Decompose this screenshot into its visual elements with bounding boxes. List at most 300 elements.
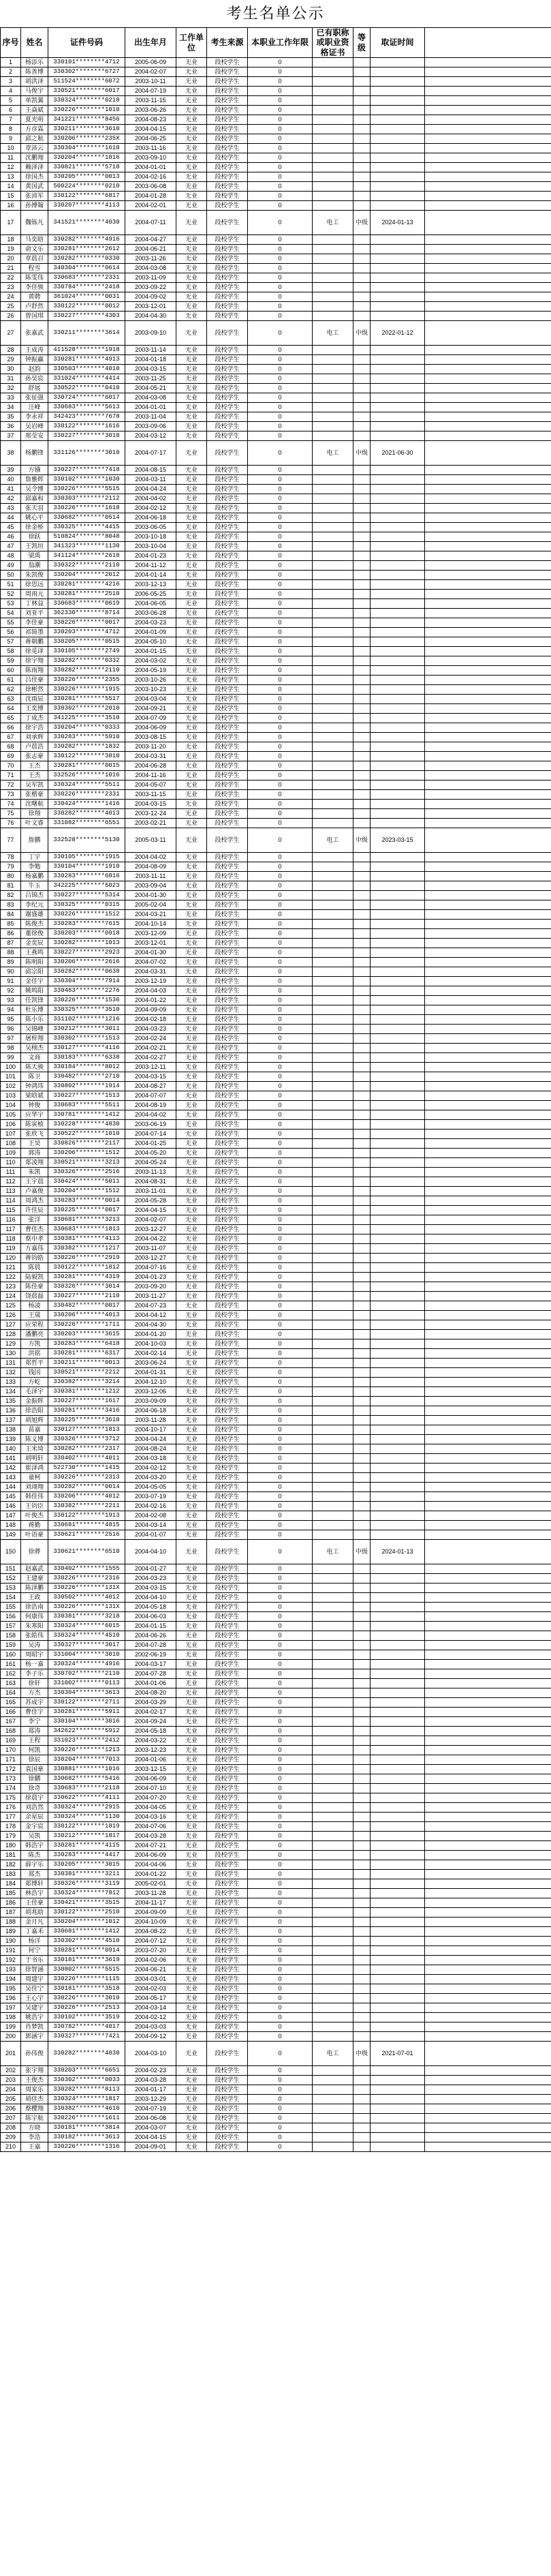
cell-unit: 无业 bbox=[176, 2066, 207, 2076]
cell-cert bbox=[313, 1822, 353, 1832]
cell-date bbox=[371, 1082, 425, 1091]
cell-date bbox=[371, 1860, 425, 1870]
cell-id: 330204********1512 bbox=[48, 1187, 125, 1196]
cell-id: 330381********3211 bbox=[48, 1870, 125, 1879]
cell-source: 段校学生 bbox=[207, 245, 248, 254]
cell-cert bbox=[313, 929, 353, 939]
cell-id: 330226********3010 bbox=[48, 1994, 125, 2003]
cell-source: 段校学生 bbox=[207, 695, 248, 704]
cell-no: 137 bbox=[1, 1416, 21, 1425]
cell-date bbox=[371, 1244, 425, 1254]
table-row bbox=[1, 1444, 551, 1454]
cell-years: 0 bbox=[248, 891, 313, 900]
cell-id: 330324********1130 bbox=[48, 1813, 125, 1822]
cell-id: 330183********6338 bbox=[48, 1053, 125, 1063]
table-row bbox=[1, 685, 551, 695]
cell-id: 341323********1130 bbox=[48, 542, 125, 551]
cell-name: 王宇晨 bbox=[21, 1177, 48, 1187]
cell-id: 330281********4319 bbox=[48, 1273, 125, 1282]
cell-cert bbox=[313, 1717, 353, 1727]
cell-no: 74 bbox=[1, 800, 21, 809]
table-row bbox=[1, 580, 551, 590]
cell-spacer bbox=[425, 504, 551, 513]
cell-unit: 无业 bbox=[176, 302, 207, 312]
table-row bbox=[1, 1851, 551, 1860]
table-row bbox=[1, 1368, 551, 1378]
cell-unit: 无业 bbox=[176, 1063, 207, 1072]
cell-date bbox=[371, 144, 425, 153]
cell-years: 0 bbox=[248, 1387, 313, 1397]
cell-unit: 无业 bbox=[176, 1416, 207, 1425]
cell-years: 0 bbox=[248, 125, 313, 134]
cell-id: 330281********5911 bbox=[48, 1708, 125, 1717]
cell-date bbox=[371, 365, 425, 374]
cell-dob: 2003-09-10 bbox=[125, 153, 176, 163]
cell-no: 54 bbox=[1, 609, 21, 618]
table-row bbox=[1, 609, 551, 618]
cell-name: 杨添乐 bbox=[21, 58, 48, 67]
cell-name: 卢舒然 bbox=[21, 302, 48, 312]
cell-source: 段校学生 bbox=[207, 2133, 248, 2142]
cell-date bbox=[371, 1717, 425, 1727]
cell-level bbox=[353, 235, 371, 245]
cell-years: 0 bbox=[248, 1688, 313, 1698]
table-row bbox=[1, 676, 551, 685]
cell-id: 330227********2923 bbox=[48, 948, 125, 958]
cell-no: 177 bbox=[1, 1813, 21, 1822]
cell-no: 29 bbox=[1, 355, 21, 365]
cell-source: 段校学生 bbox=[207, 1473, 248, 1483]
cell-cert bbox=[313, 1793, 353, 1803]
cell-date bbox=[371, 1368, 425, 1378]
table-row bbox=[1, 1765, 551, 1774]
cell-unit: 无业 bbox=[176, 466, 207, 475]
cell-years: 0 bbox=[248, 542, 313, 551]
cell-date bbox=[371, 1851, 425, 1860]
cell-date bbox=[371, 704, 425, 714]
cell-level bbox=[353, 2003, 371, 2013]
cell-source: 段校学生 bbox=[207, 1320, 248, 1330]
cell-unit: 无业 bbox=[176, 733, 207, 742]
cell-level bbox=[353, 1946, 371, 1956]
cell-date bbox=[371, 422, 425, 431]
cell-level bbox=[353, 1273, 371, 1282]
cell-unit: 无业 bbox=[176, 1622, 207, 1631]
cell-cert bbox=[313, 1784, 353, 1793]
cell-name: 孙博翰 bbox=[21, 201, 48, 211]
cell-id: 411528********1918 bbox=[48, 346, 125, 355]
table-row bbox=[1, 1736, 551, 1746]
cell-level bbox=[353, 1784, 371, 1793]
table-row bbox=[1, 466, 551, 475]
cell-name: 李勉 bbox=[21, 862, 48, 872]
cell-unit: 无业 bbox=[176, 1994, 207, 2003]
cell-level bbox=[353, 872, 371, 881]
cell-unit: 无业 bbox=[176, 676, 207, 685]
cell-years: 0 bbox=[248, 504, 313, 513]
cell-unit: 无业 bbox=[176, 1612, 207, 1622]
cell-id: 330521********6017 bbox=[48, 87, 125, 96]
cell-name: 蒋勤 bbox=[21, 1521, 48, 1530]
cell-name: 周鸿杰 bbox=[21, 1196, 48, 1206]
cell-level bbox=[353, 1483, 371, 1492]
cell-years: 0 bbox=[248, 1631, 313, 1641]
cell-date bbox=[371, 656, 425, 666]
cell-unit: 无业 bbox=[176, 1101, 207, 1110]
cell-date bbox=[371, 134, 425, 144]
cell-no: 86 bbox=[1, 929, 21, 939]
table-row bbox=[1, 1435, 551, 1444]
cell-dob: 2004-01-27 bbox=[125, 1564, 176, 1574]
cell-level bbox=[353, 1187, 371, 1196]
cell-dob: 2004-03-08 bbox=[125, 264, 176, 273]
cell-level bbox=[353, 676, 371, 685]
cell-unit: 无业 bbox=[176, 2142, 207, 2152]
table-row bbox=[1, 551, 551, 561]
cell-source: 段校学生 bbox=[207, 475, 248, 485]
cell-level bbox=[353, 2142, 371, 2152]
table-row bbox=[1, 523, 551, 532]
cell-level bbox=[353, 1937, 371, 1946]
cell-years: 0 bbox=[248, 656, 313, 666]
cell-id: 330683********1813 bbox=[48, 1225, 125, 1234]
cell-date bbox=[371, 1215, 425, 1225]
cell-source: 段校学生 bbox=[207, 374, 248, 384]
cell-source: 段校学生 bbox=[207, 628, 248, 637]
cell-source: 段校学生 bbox=[207, 1483, 248, 1492]
cell-years: 0 bbox=[248, 2042, 313, 2066]
cell-no: 145 bbox=[1, 1492, 21, 1502]
cell-years: 0 bbox=[248, 881, 313, 891]
cell-no: 76 bbox=[1, 819, 21, 828]
cell-cert bbox=[313, 1860, 353, 1870]
cell-source: 段校学生 bbox=[207, 1406, 248, 1416]
cell-cert bbox=[313, 412, 353, 422]
cell-cert bbox=[313, 264, 353, 273]
cell-cert bbox=[313, 977, 353, 986]
cell-source: 段校学生 bbox=[207, 1063, 248, 1072]
table-row bbox=[1, 2142, 551, 2152]
cell-id: 330326********2516 bbox=[48, 1168, 125, 1177]
cell-cert bbox=[313, 1044, 353, 1053]
cell-dob: 2005-03-11 bbox=[125, 828, 176, 853]
cell-years: 0 bbox=[248, 1641, 313, 1650]
cell-id: 330226********0017 bbox=[48, 618, 125, 628]
cell-id: 330227********1513 bbox=[48, 1091, 125, 1101]
cell-unit: 无业 bbox=[176, 1822, 207, 1832]
table-row bbox=[1, 1406, 551, 1416]
cell-spacer bbox=[425, 1898, 551, 1908]
cell-name: 卢晨浩 bbox=[21, 742, 48, 752]
cell-source: 段校学生 bbox=[207, 1593, 248, 1603]
cell-source: 段校学生 bbox=[207, 1870, 248, 1879]
cell-unit: 无业 bbox=[176, 1669, 207, 1679]
cell-cert bbox=[313, 714, 353, 723]
cell-source: 段校学生 bbox=[207, 2042, 248, 2066]
cell-years: 0 bbox=[248, 628, 313, 637]
cell-no: 168 bbox=[1, 1727, 21, 1736]
table-row bbox=[1, 781, 551, 790]
cell-spacer bbox=[425, 590, 551, 599]
table-row bbox=[1, 761, 551, 771]
cell-source: 段校学生 bbox=[207, 2003, 248, 2013]
cell-name: 丁成杰 bbox=[21, 714, 48, 723]
table-row bbox=[1, 891, 551, 900]
cell-dob: 2004-03-07 bbox=[125, 2123, 176, 2133]
cell-unit: 无业 bbox=[176, 1650, 207, 1660]
cell-date bbox=[371, 1177, 425, 1187]
cell-dob: 2004-03-23 bbox=[125, 618, 176, 628]
cell-source: 段校学生 bbox=[207, 2022, 248, 2032]
cell-unit: 无业 bbox=[176, 1082, 207, 1091]
cell-name: 张楷豪 bbox=[21, 790, 48, 800]
cell-cert bbox=[313, 1082, 353, 1091]
cell-no: 49 bbox=[1, 561, 21, 571]
cell-years: 0 bbox=[248, 580, 313, 590]
cell-id: 330211********3614 bbox=[48, 321, 125, 346]
cell-name: 余星辰 bbox=[21, 1813, 48, 1822]
table-row bbox=[1, 201, 551, 211]
cell-dob: 2003-09-06 bbox=[125, 422, 176, 431]
cell-date bbox=[371, 2013, 425, 2022]
cell-id: 510824********8048 bbox=[48, 532, 125, 542]
cell-unit: 无业 bbox=[176, 1349, 207, 1359]
cell-dob: 2004-04-15 bbox=[125, 125, 176, 134]
cell-source: 段校学生 bbox=[207, 211, 248, 235]
cell-name: 钟俊 bbox=[21, 1101, 48, 1110]
cell-spacer bbox=[425, 134, 551, 144]
cell-dob: 2004-01-09 bbox=[125, 628, 176, 637]
cell-cert bbox=[313, 1803, 353, 1813]
cell-cert bbox=[313, 2066, 353, 2076]
cell-dob: 2003-07-20 bbox=[125, 1946, 176, 1956]
table-row bbox=[1, 977, 551, 986]
cell-level bbox=[353, 163, 371, 172]
cell-spacer bbox=[425, 571, 551, 580]
cell-spacer bbox=[425, 466, 551, 475]
cell-spacer bbox=[425, 532, 551, 542]
cell-level bbox=[353, 561, 371, 571]
cell-level bbox=[353, 1584, 371, 1593]
cell-spacer bbox=[425, 1660, 551, 1669]
cell-spacer bbox=[425, 1813, 551, 1822]
cell-unit: 无业 bbox=[176, 666, 207, 676]
cell-cert bbox=[313, 504, 353, 513]
cell-date bbox=[371, 1975, 425, 1984]
cell-no: 163 bbox=[1, 1679, 21, 1688]
cell-years: 0 bbox=[248, 1669, 313, 1679]
cell-id: 362330********8714 bbox=[48, 609, 125, 618]
cell-level bbox=[353, 1511, 371, 1521]
cell-years: 0 bbox=[248, 115, 313, 125]
cell-unit: 无业 bbox=[176, 609, 207, 618]
cell-name: 陆毅凯 bbox=[21, 1273, 48, 1282]
cell-no: 43 bbox=[1, 504, 21, 513]
cell-spacer bbox=[425, 254, 551, 264]
cell-id: 330203********3615 bbox=[48, 1330, 125, 1339]
cell-dob: 2004-03-15 bbox=[125, 800, 176, 809]
cell-id: 330281********3416 bbox=[48, 1406, 125, 1416]
cell-no: 47 bbox=[1, 542, 21, 551]
table-row bbox=[1, 1975, 551, 1984]
cell-level bbox=[353, 1736, 371, 1746]
table-row bbox=[1, 1650, 551, 1660]
cell-cert bbox=[313, 1765, 353, 1774]
cell-date bbox=[371, 695, 425, 704]
cell-no: 180 bbox=[1, 1841, 21, 1851]
cell-cert bbox=[313, 781, 353, 790]
cell-spacer bbox=[425, 1584, 551, 1593]
cell-cert bbox=[313, 2142, 353, 2152]
cell-name: 苏成宇 bbox=[21, 1698, 48, 1708]
cell-unit: 无业 bbox=[176, 599, 207, 609]
cell-cert bbox=[313, 1454, 353, 1464]
cell-cert bbox=[313, 153, 353, 163]
table-row bbox=[1, 618, 551, 628]
cell-level bbox=[353, 1425, 371, 1435]
cell-spacer bbox=[425, 1254, 551, 1263]
cell-id: 330325********0315 bbox=[48, 900, 125, 910]
cell-name: 孙昊宸 bbox=[21, 374, 48, 384]
table-row bbox=[1, 1984, 551, 1994]
cell-date bbox=[371, 384, 425, 393]
cell-dob: 2004-02-16 bbox=[125, 1502, 176, 1511]
cell-level bbox=[353, 1502, 371, 1511]
cell-dob: 2004-08-20 bbox=[125, 1688, 176, 1698]
cell-date bbox=[371, 1965, 425, 1975]
cell-level bbox=[353, 1464, 371, 1473]
cell-dob: 2004-04-03 bbox=[125, 986, 176, 996]
cell-years: 0 bbox=[248, 513, 313, 523]
cell-level bbox=[353, 523, 371, 532]
cell-level bbox=[353, 182, 371, 192]
cell-name: 刘浩然 bbox=[21, 1803, 48, 1813]
cell-date bbox=[371, 2085, 425, 2095]
cell-unit: 无业 bbox=[176, 1564, 207, 1574]
cell-name: 俞文乐 bbox=[21, 245, 48, 254]
cell-date bbox=[371, 1196, 425, 1206]
table-row bbox=[1, 1755, 551, 1765]
cell-spacer bbox=[425, 1282, 551, 1292]
cell-name: 徐跃 bbox=[21, 532, 48, 542]
cell-years: 0 bbox=[248, 590, 313, 599]
cell-no: 40 bbox=[1, 475, 21, 485]
cell-spacer bbox=[425, 1473, 551, 1483]
cell-id: 330225********3610 bbox=[48, 1416, 125, 1425]
cell-years: 0 bbox=[248, 1492, 313, 1502]
cell-spacer bbox=[425, 1851, 551, 1860]
cell-cert bbox=[313, 1584, 353, 1593]
cell-level bbox=[353, 192, 371, 201]
cell-date bbox=[371, 1746, 425, 1755]
cell-name: 黄聘 bbox=[21, 292, 48, 302]
cell-dob: 2004-03-23 bbox=[125, 1025, 176, 1034]
table-row bbox=[1, 929, 551, 939]
cell-name: 丁嘉禾 bbox=[21, 1927, 48, 1937]
table-row bbox=[1, 948, 551, 958]
cell-source: 段校学生 bbox=[207, 1841, 248, 1851]
cell-source: 段校学生 bbox=[207, 1540, 248, 1564]
cell-cert bbox=[313, 172, 353, 182]
cell-date bbox=[371, 1454, 425, 1464]
cell-unit: 无业 bbox=[176, 1746, 207, 1755]
cell-id: 330181********3619 bbox=[48, 1956, 125, 1965]
cell-name: 祁简墨 bbox=[21, 628, 48, 637]
cell-dob: 2004-02-01 bbox=[125, 201, 176, 211]
cell-spacer bbox=[425, 542, 551, 551]
cell-id: 330282********8113 bbox=[48, 2085, 125, 2095]
cell-no: 117 bbox=[1, 1225, 21, 1234]
cell-no: 3 bbox=[1, 77, 21, 87]
cell-date bbox=[371, 1349, 425, 1359]
cell-level bbox=[353, 1454, 371, 1464]
cell-spacer bbox=[425, 1187, 551, 1196]
table-row bbox=[1, 1225, 551, 1234]
cell-id: 330226********2355 bbox=[48, 676, 125, 685]
cell-years: 0 bbox=[248, 1158, 313, 1168]
cell-level bbox=[353, 1574, 371, 1584]
cell-source: 段校学生 bbox=[207, 1168, 248, 1177]
cell-unit: 无业 bbox=[176, 1698, 207, 1708]
cell-level bbox=[353, 153, 371, 163]
cell-name: 钟振赢 bbox=[21, 355, 48, 365]
cell-unit: 无业 bbox=[176, 321, 207, 346]
cell-level: 中级 bbox=[353, 211, 371, 235]
cell-no: 111 bbox=[1, 1168, 21, 1177]
cell-source: 段校学生 bbox=[207, 2104, 248, 2114]
cell-cert bbox=[313, 1025, 353, 1034]
cell-level bbox=[353, 571, 371, 580]
cell-cert bbox=[313, 628, 353, 637]
cell-spacer bbox=[425, 355, 551, 365]
cell-cert bbox=[313, 1149, 353, 1158]
cell-years: 0 bbox=[248, 733, 313, 742]
header-cell-level: 等级 bbox=[353, 28, 371, 58]
cell-level bbox=[353, 513, 371, 523]
cell-id: 330502********4012 bbox=[48, 1593, 125, 1603]
cell-years: 0 bbox=[248, 58, 313, 67]
cell-years: 0 bbox=[248, 704, 313, 714]
table-row bbox=[1, 1254, 551, 1263]
cell-source: 段校学生 bbox=[207, 1292, 248, 1301]
cell-level bbox=[353, 1898, 371, 1908]
cell-id: 330226********2331 bbox=[48, 790, 125, 800]
cell-date bbox=[371, 1072, 425, 1082]
cell-name: 李佳骏 bbox=[21, 283, 48, 292]
cell-unit: 无业 bbox=[176, 742, 207, 752]
cell-spacer bbox=[425, 1746, 551, 1755]
cell-dob: 2004-08-27 bbox=[125, 1082, 176, 1091]
cell-source: 段校学生 bbox=[207, 1908, 248, 1918]
cell-date bbox=[371, 1034, 425, 1044]
cell-name: 张沛军 bbox=[21, 192, 48, 201]
cell-unit: 无业 bbox=[176, 1898, 207, 1908]
cell-name: 杜乐博 bbox=[21, 1005, 48, 1015]
cell-cert bbox=[313, 561, 353, 571]
table-row bbox=[1, 312, 551, 321]
cell-source: 段校学生 bbox=[207, 1301, 248, 1311]
cell-cert bbox=[313, 2076, 353, 2085]
cell-dob: 2004-03-22 bbox=[125, 1736, 176, 1746]
cell-name: 徐辰 bbox=[21, 1755, 48, 1765]
cell-cert bbox=[313, 1397, 353, 1406]
cell-level bbox=[353, 1746, 371, 1755]
cell-id: 330203********4712 bbox=[48, 628, 125, 637]
cell-id: 511524********6072 bbox=[48, 77, 125, 87]
table-row bbox=[1, 1387, 551, 1397]
cell-unit: 无业 bbox=[176, 485, 207, 494]
table-row bbox=[1, 302, 551, 312]
